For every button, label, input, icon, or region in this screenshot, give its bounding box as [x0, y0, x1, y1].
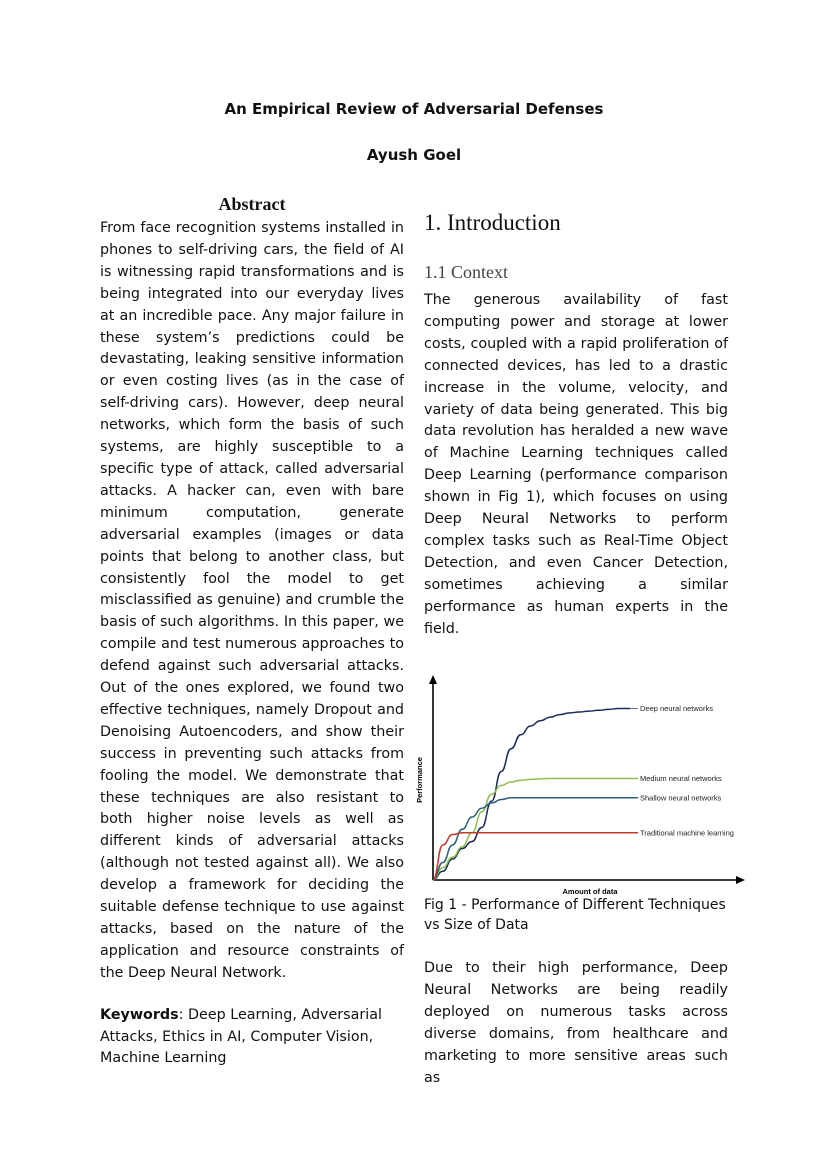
paper-title: An Empirical Review of Adversarial Defenses — [224, 100, 604, 118]
series-line-2 — [433, 798, 638, 880]
series-label-1: Medium neural networks — [640, 774, 722, 783]
figure-caption: Fig 1 - Performance of Different Techniques vs Size of Data — [424, 897, 726, 933]
author-name: Ayush Goel — [366, 146, 462, 164]
x-axis-label: Amount of data — [562, 887, 618, 896]
intro-paragraph-2: Due to their high performance, Deep Neural Networks are being readily deployed on numerous tasks across diverse domains, from healthcare and marketing to more sensitive areas such as — [424, 960, 728, 1086]
subsection-heading-context: 1.1 Context — [424, 262, 508, 282]
abstract-heading: Abstract — [218, 194, 286, 214]
series-label-0: Deep neural networks — [640, 704, 713, 713]
series-label-2: Shallow neural networks — [640, 793, 722, 803]
y-axis-label: Performance — [415, 757, 424, 803]
section-heading-introduction: 1. Introduction — [424, 210, 561, 235]
keywords-label: Keywords — [100, 1007, 179, 1023]
performance-chart — [410, 670, 755, 900]
keywords — [100, 1005, 400, 1070]
context-paragraph: The generous availability of fast computing power and storage at lower costs, coupled with a rapid proliferation of connected devices, has led to a drastic increase in the volume, velocity, and variety of data being generated. This big data revolution has heralded a new wave of Machine Learning techniques called Deep Learning (performance comparison shown in Fig 1), which focuses on using Deep Neural Networks to perform complex tasks such as Real-Time Object Detection, and even Cancer Detection, sometimes achieving a similar performance as human experts in the field. — [424, 292, 728, 637]
figure-1 — [410, 670, 755, 900]
x-axis-arrow — [736, 876, 745, 884]
series-label-3: Traditional machine learning — [640, 828, 734, 838]
series-line-0 — [433, 709, 630, 881]
abstract-text: From face recognition systems installed in phones to self-driving cars, the field of AI is witnessing rapid transformations and is being integrated into our everyday lives at an incredible pace. Any major failure in these system’s predictions could be devastating, leaking sensitive information or even costing lives (as in the case of self-driving cars). However, deep neural networks, which form the basis of such systems, are highly susceptible to a specific type of attack, called adversarial attacks. A hacker can, even with bare minimum computation, generate adversarial examples (images or data points that belong to another class, but consistently fool the model to get misclassified as genuine) and crumble the basis of such algorithms. In this paper, we compile and test numerous approaches to defend against such adversarial attacks. Out of the ones explored, we found two effective techniques, namely Dropout and Denoising Autoencoders, and show their success in preventing such attacks from fooling the model. We demonstrate that these techniques are also resistant to both higher noise levels as well as different kinds of adversarial attacks (although not tested against all). We also develop a framework for deciding the suitable defense technique to use against attacks, based on the nature of the application and resource constraints of the Deep Neural Network. — [100, 220, 404, 981]
keywords-text: : Deep Learning, Adversarial Attacks, Ethics in AI, Computer Vision, Machine Learning — [100, 1007, 382, 1066]
y-axis-arrow — [429, 675, 437, 684]
series-line-3 — [433, 833, 638, 880]
